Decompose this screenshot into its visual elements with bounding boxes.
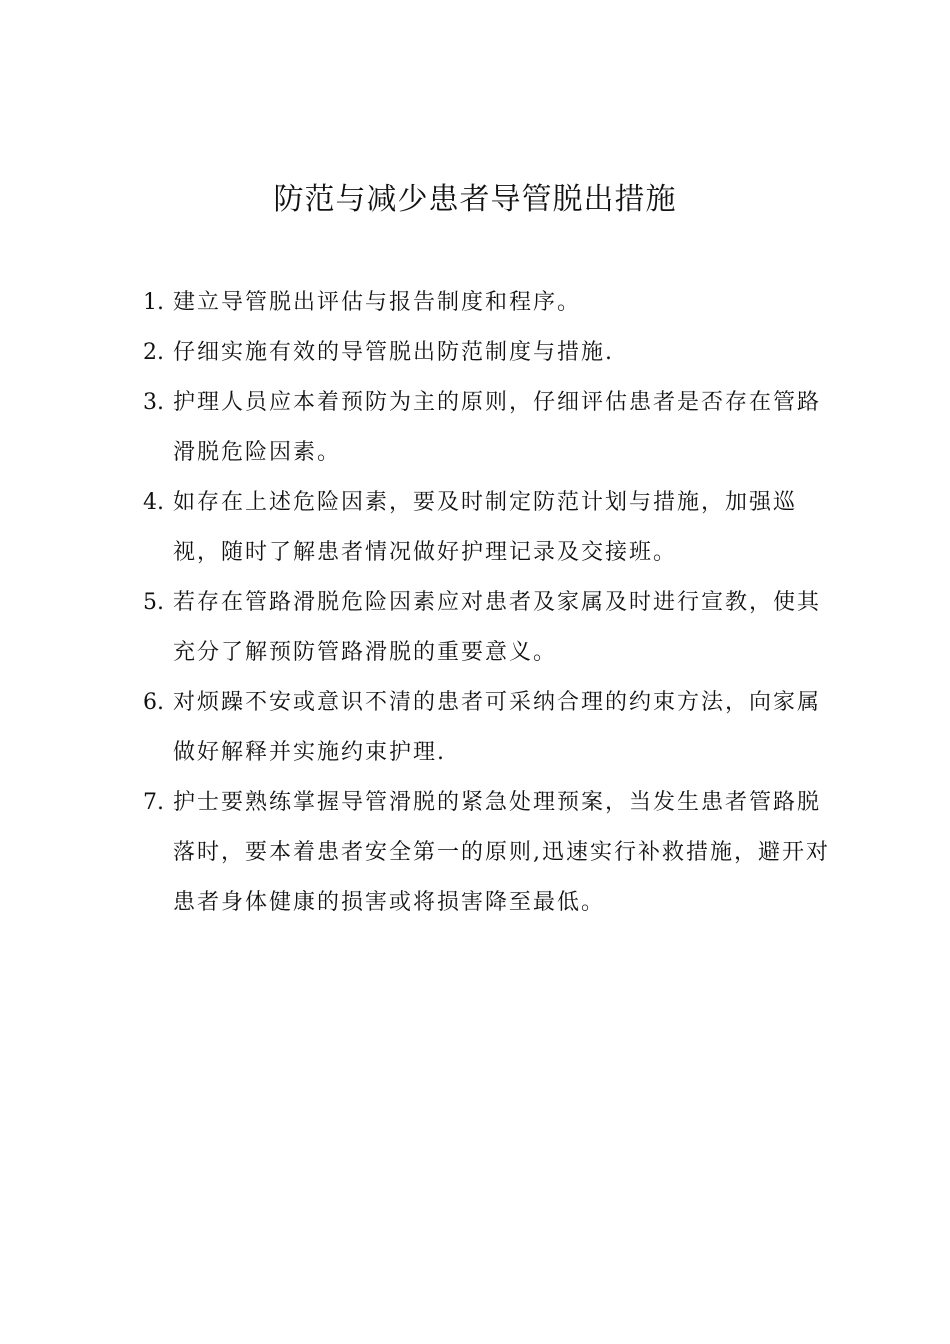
item-number: 4. (143, 490, 164, 515)
item-text: 对烦躁不安或意识不清的患者可采纳合理的约束方法，向家属做好解释并实施约束护理. (173, 690, 822, 765)
list-item (143, 478, 833, 578)
item-number: 3. (143, 390, 164, 415)
item-text: 仔细实施有效的导管脱出防范制度与措施. (173, 340, 614, 365)
item-text: 护士要熟练掌握导管滑脱的紧急处理预案，当发生患者管路脱落时，要本着患者安全第一的原则,迅速实行补救措施，避开对患者身体健康的损害或将损害降至最低。 (173, 790, 830, 915)
item-number: 5. (143, 590, 164, 615)
item-number: 6. (143, 690, 164, 715)
item-number: 1. (143, 290, 164, 315)
document-title: 防范与减少患者导管脱出措施 (273, 182, 677, 217)
list-item (143, 678, 833, 778)
item-number: 2. (143, 340, 164, 365)
measures-list (143, 278, 833, 928)
item-text: 如存在上述危险因素，要及时制定防范计划与措施，加强巡视，随时了解患者情况做好护理记录及交接班。 (173, 490, 798, 565)
list-item (143, 328, 833, 378)
item-text: 建立导管脱出评估与报告制度和程序。 (173, 290, 582, 315)
item-number: 7. (143, 790, 164, 815)
list-item (143, 378, 833, 478)
item-text: 护理人员应本着预防为主的原则，仔细评估患者是否存在管路滑脱危险因素。 (173, 390, 822, 465)
item-text: 若存在管路滑脱危险因素应对患者及家属及时进行宣教，使其充分了解预防管路滑脱的重要意义。 (173, 590, 822, 665)
list-item (143, 278, 833, 328)
list-item (143, 578, 833, 678)
list-item (143, 778, 833, 928)
